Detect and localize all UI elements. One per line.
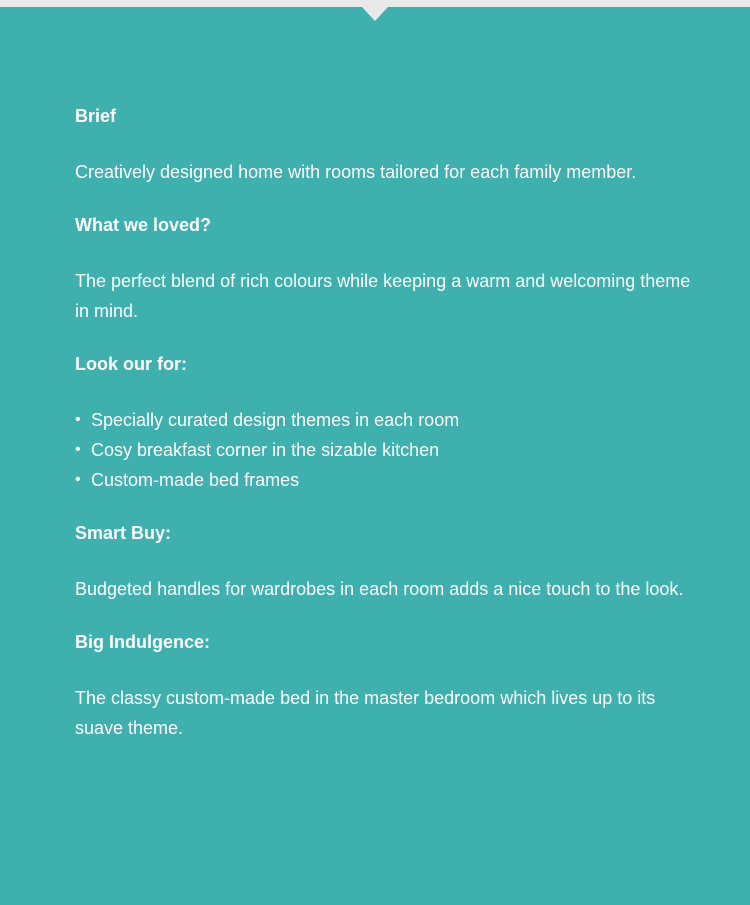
list-item-text: Cosy breakfast corner in the sizable kitchen xyxy=(91,440,440,460)
section-heading: Brief xyxy=(75,106,117,126)
section-what-we-loved xyxy=(75,213,705,326)
top-strip xyxy=(0,0,750,7)
section-text: The classy custom-made bed in the master bedroom which lives up to its suave theme. xyxy=(75,688,656,738)
list-item xyxy=(75,435,705,465)
section-heading: Big Indulgence: xyxy=(75,632,210,652)
section-text: Creatively designed home with rooms tailored for each family member. xyxy=(75,162,637,182)
list-item xyxy=(75,405,705,435)
list-item-text: Specially curated design themes in each room xyxy=(91,410,460,430)
section-big-indulgence xyxy=(75,630,705,743)
section-heading: What we loved? xyxy=(75,215,212,235)
bullet-icon: • xyxy=(75,471,81,488)
section-heading: Look our for: xyxy=(75,354,187,374)
section-heading: Smart Buy: xyxy=(75,523,172,543)
section-smart-buy xyxy=(75,521,705,604)
list-item-text: Custom-made bed frames xyxy=(91,470,300,490)
bullet-icon: • xyxy=(75,411,81,428)
caret-down-icon xyxy=(362,7,388,21)
article-content xyxy=(75,104,705,743)
section-look-out-for xyxy=(75,352,705,495)
section-text: Budgeted handles for wardrobes in each room adds a nice touch to the look. xyxy=(75,579,684,599)
bullet-icon: • xyxy=(75,441,81,458)
feature-list xyxy=(75,405,705,495)
section-brief xyxy=(75,104,705,187)
section-text: The perfect blend of rich colours while keeping a warm and welcoming theme in mind. xyxy=(75,271,691,321)
list-item xyxy=(75,465,705,495)
